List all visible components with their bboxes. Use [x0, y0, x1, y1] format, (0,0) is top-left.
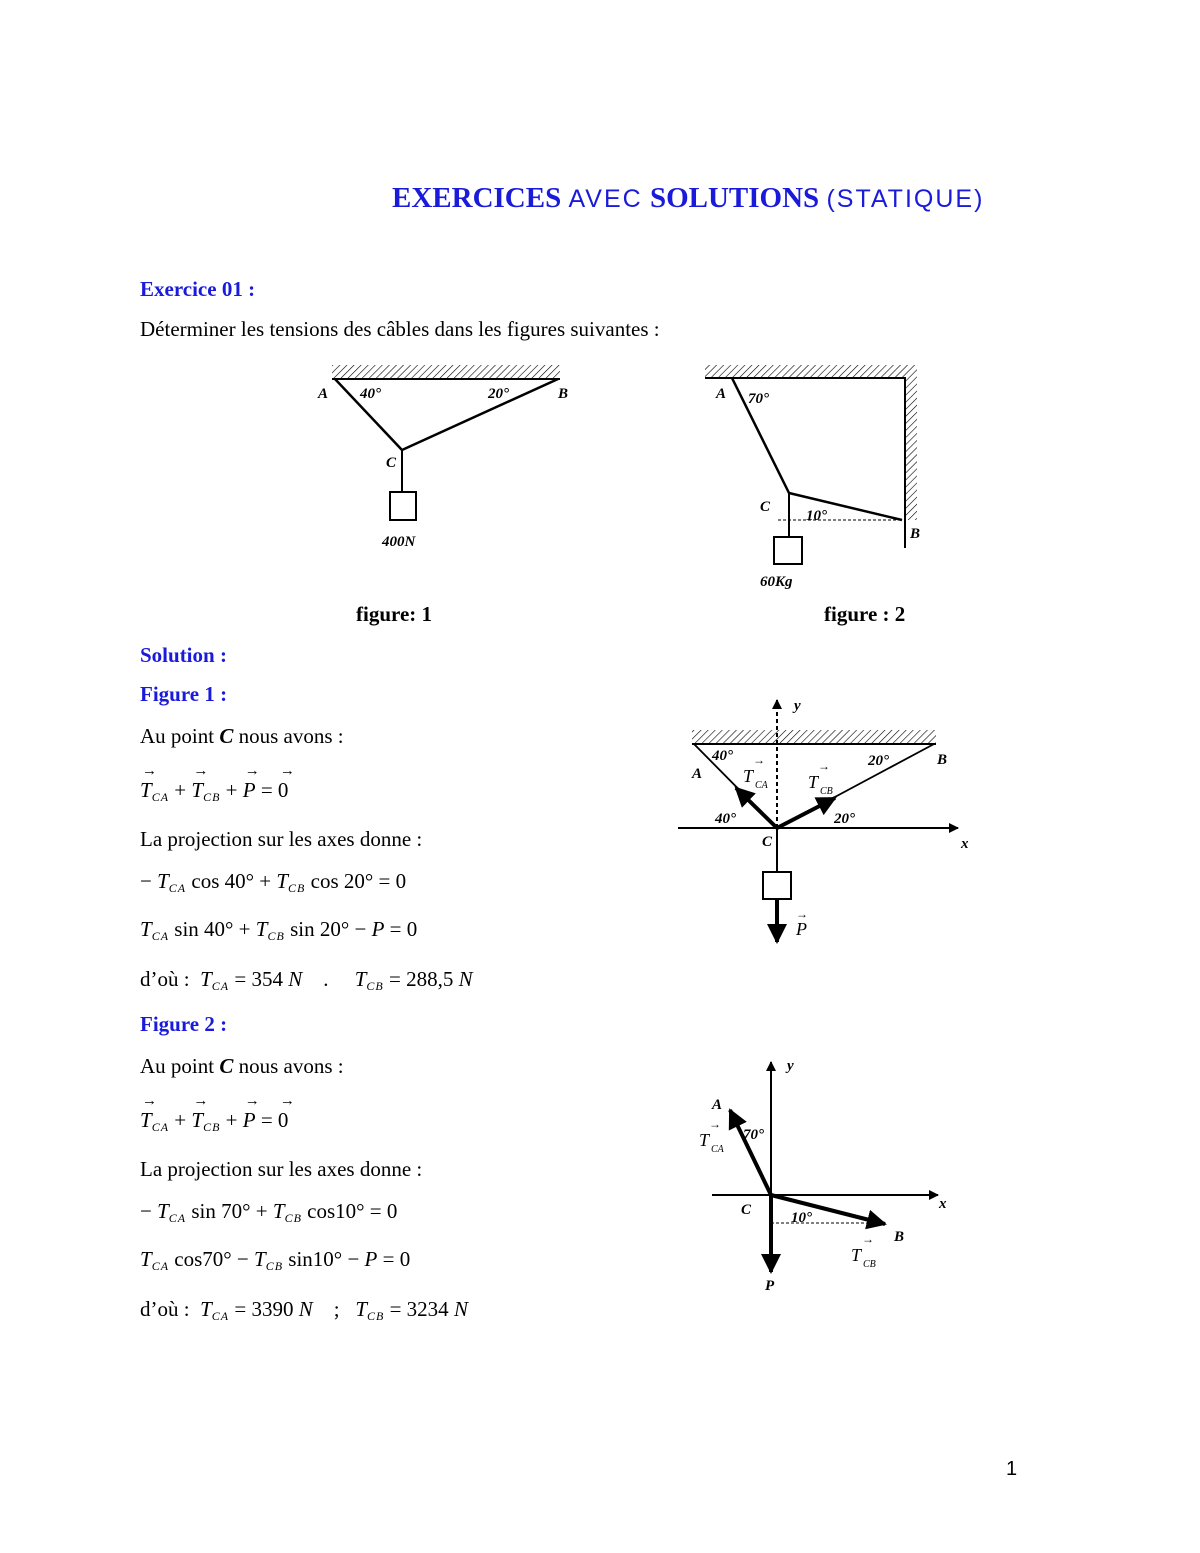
load-label: 400N [382, 534, 416, 550]
ceiling-hatch [692, 730, 936, 744]
svg-text:P: P [796, 919, 807, 939]
y-axis-label: y [787, 1058, 794, 1074]
angle-b-top-label: 20° [868, 753, 889, 769]
svg-text:→: → [796, 907, 808, 921]
point-c-label: C [762, 834, 773, 850]
point-c-label: C [386, 455, 397, 471]
figure-1-caption: figure: 1 [356, 602, 433, 626]
tension-cb-vector [777, 798, 835, 828]
angle-c-label: 10° [791, 1210, 812, 1226]
figure-1-vector-equation: → $T_{CA}$ + → $T_{CB}$ + → P = → 0 [140, 778, 288, 805]
point-b-label: B [910, 526, 921, 542]
page-title [392, 182, 984, 215]
tension-cb-label [808, 759, 833, 797]
point-a-label: A [692, 766, 703, 782]
angle-b-axis-label: 20° [834, 811, 855, 827]
angle-b-label: 20° [488, 386, 509, 402]
angle-c-label: 10° [806, 508, 827, 524]
solution-heading: Solution : [140, 643, 227, 667]
x-axis-label: x [939, 1196, 947, 1212]
svg-text:→: → [862, 1232, 874, 1246]
figure-2-diagram [700, 360, 930, 595]
figure-2-caption: figure : 2 [824, 602, 906, 626]
weight-label: P [765, 1278, 775, 1294]
svg-text:→: → [753, 753, 765, 767]
angle-a-top-label: 40° [712, 748, 733, 764]
x-axis-label: x [961, 836, 969, 852]
title-part-statique: (STATIQUE) [826, 185, 985, 213]
svg-text:CA: CA [755, 780, 768, 791]
point-b-label: B [937, 752, 948, 768]
svg-text:CB: CB [820, 786, 833, 797]
point-a-label: A [318, 386, 329, 402]
figure-2-solution-heading: Figure 2 : [140, 1012, 228, 1036]
tension-cb-label [851, 1232, 876, 1270]
angle-a-label: 70° [748, 391, 769, 407]
figure-1-equation-x: − $T_{CA}$ $\cos 40^\circ + T_{CB}$ cos 20° = 0 [140, 869, 407, 895]
ceiling-hatch [332, 365, 560, 379]
figure-2-vector-equation: → $T_{CA}$ + → $T_{CB}$ + → P = → 0 [140, 1108, 288, 1135]
figure-2-equation-x: − $T_{CA}$ $\sin 70^\circ + T_{CB}$ cos10° = 0 [140, 1199, 398, 1225]
weight-label [795, 907, 808, 939]
figure-1-solution-heading: Figure 1 : [140, 682, 228, 706]
point-b-label: B [894, 1229, 905, 1245]
point-a-label: A [712, 1097, 723, 1113]
svg-text:T: T [743, 766, 754, 786]
load-label: 60Kg [760, 574, 793, 590]
angle-a-label: 70° [743, 1127, 764, 1143]
figure-2-intro: Au point C nous avons : [140, 1054, 344, 1078]
figure-2-equation-y: $T_{CA}$ $\cos 70^\circ - T_{CB}$ sin10° − P = 0 [140, 1247, 411, 1273]
point-b-label: B [558, 386, 569, 402]
figure-1-result: d’où : $T_{CA} = 354$ N . $T_{CB} = 288,5$ N [140, 967, 473, 993]
angle-a-label: 40° [360, 386, 381, 402]
tension-ca-label [699, 1117, 725, 1155]
point-a-label: A [716, 386, 727, 402]
point-c-label: C [760, 499, 771, 515]
svg-text:→: → [709, 1117, 721, 1131]
svg-text:→: → [818, 759, 830, 773]
svg-text:T: T [699, 1130, 710, 1150]
load-box [390, 492, 416, 520]
figure-2-force-diagram [695, 1050, 965, 1300]
title-part-exercices: EXERCICES [392, 182, 562, 214]
svg-text:T: T [808, 772, 819, 792]
svg-text:CB: CB [863, 1259, 876, 1270]
cable-cb [402, 379, 558, 450]
figure-2-result: d’où : $T_{CA} = 3390$ N ; $T_{CB} = 3234$ N [140, 1297, 468, 1323]
ceiling-hatch [705, 365, 917, 378]
figure-1-equation-y: $T_{CA}$ $\sin 40^\circ + T_{CB}$ sin 20° − P = 0 [140, 917, 418, 943]
tension-ca-label [743, 753, 769, 791]
figure-1-projection-label: La projection sur les axes donne : [140, 827, 423, 851]
tension-ca-vector [730, 1110, 771, 1195]
load-box [774, 537, 802, 564]
page-number: 1 [1006, 1458, 1018, 1480]
svg-text:CA: CA [711, 1144, 724, 1155]
tension-cb-vector [771, 1195, 885, 1224]
ceiling-wall-line [705, 378, 905, 548]
y-axis-label: y [794, 698, 801, 714]
figure-1-intro: Au point C nous avons : [140, 724, 344, 748]
svg-text:T: T [851, 1245, 862, 1265]
angle-a-axis-label: 40° [715, 811, 736, 827]
tension-ca-vector [736, 788, 777, 828]
title-part-avec: AVEC [568, 185, 643, 213]
figure-1-diagram [300, 355, 600, 565]
figure-2-projection-label: La projection sur les axes donne : [140, 1157, 423, 1181]
exercise-prompt: Déterminer les tensions des câbles dans les figures suivantes : [140, 317, 660, 341]
figure-1-force-diagram [670, 690, 980, 950]
point-c-label: C [741, 1202, 752, 1218]
title-part-solutions: SOLUTIONS [649, 182, 820, 214]
load-box [763, 872, 791, 899]
exercise-heading: Exercice 01 : [140, 277, 256, 301]
wall-hatch [905, 378, 917, 520]
